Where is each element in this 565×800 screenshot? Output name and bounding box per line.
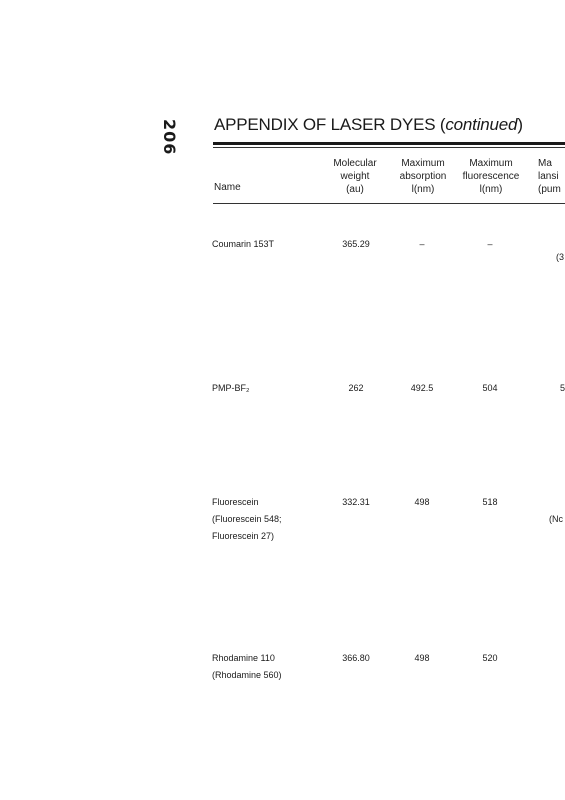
row-1-cut: (3 bbox=[556, 252, 565, 262]
title-continued: continued bbox=[445, 115, 518, 134]
header-molecular-weight: Molecular weight (au) bbox=[333, 158, 377, 195]
row-4-name: Rhodamine 110 (Rhodamine 560) bbox=[212, 653, 282, 680]
row-3-fluorescence: 518 bbox=[482, 497, 498, 507]
title-close: ) bbox=[517, 115, 523, 134]
header-max-fluorescence: Maximum fluorescence l(nm) bbox=[462, 158, 520, 195]
page-title bbox=[214, 115, 523, 135]
title-main: APPENDIX OF LASER DYES ( bbox=[214, 115, 446, 134]
row-1-name: Coumarin 153T bbox=[212, 239, 275, 249]
row-2-absorption: 492.5 bbox=[410, 383, 434, 393]
row-2-name: PMP-BF₂ bbox=[212, 383, 250, 393]
row-3-absorption: 498 bbox=[414, 497, 430, 507]
row-4-fluorescence: 520 bbox=[482, 653, 498, 663]
row-3-cut: (Nc bbox=[549, 514, 563, 524]
row-4-weight: 366.80 bbox=[342, 653, 370, 663]
row-2-fluorescence: 504 bbox=[482, 383, 498, 393]
row-1-fluorescence: – bbox=[487, 239, 493, 249]
header-max-absorption: Maximum absorption l(nm) bbox=[399, 158, 447, 195]
row-2-cut: 5 bbox=[560, 383, 565, 393]
table-top-rule bbox=[213, 142, 565, 145]
header-bottom-rule bbox=[213, 203, 565, 204]
row-2-weight: 262 bbox=[348, 383, 364, 393]
row-3-weight: 332.31 bbox=[342, 497, 370, 507]
header-cut-column: Ma lansi (pum bbox=[538, 158, 561, 195]
row-4-absorption: 498 bbox=[414, 653, 430, 663]
header-name: Name bbox=[214, 182, 241, 193]
row-3-name: Fluorescein (Fluorescein 548; Fluorescein 27) bbox=[212, 497, 282, 541]
row-1-absorption: – bbox=[419, 239, 425, 249]
table-top-thin-rule bbox=[213, 147, 565, 148]
row-1-weight: 365.29 bbox=[342, 239, 370, 249]
page-number: 206 bbox=[160, 119, 179, 156]
